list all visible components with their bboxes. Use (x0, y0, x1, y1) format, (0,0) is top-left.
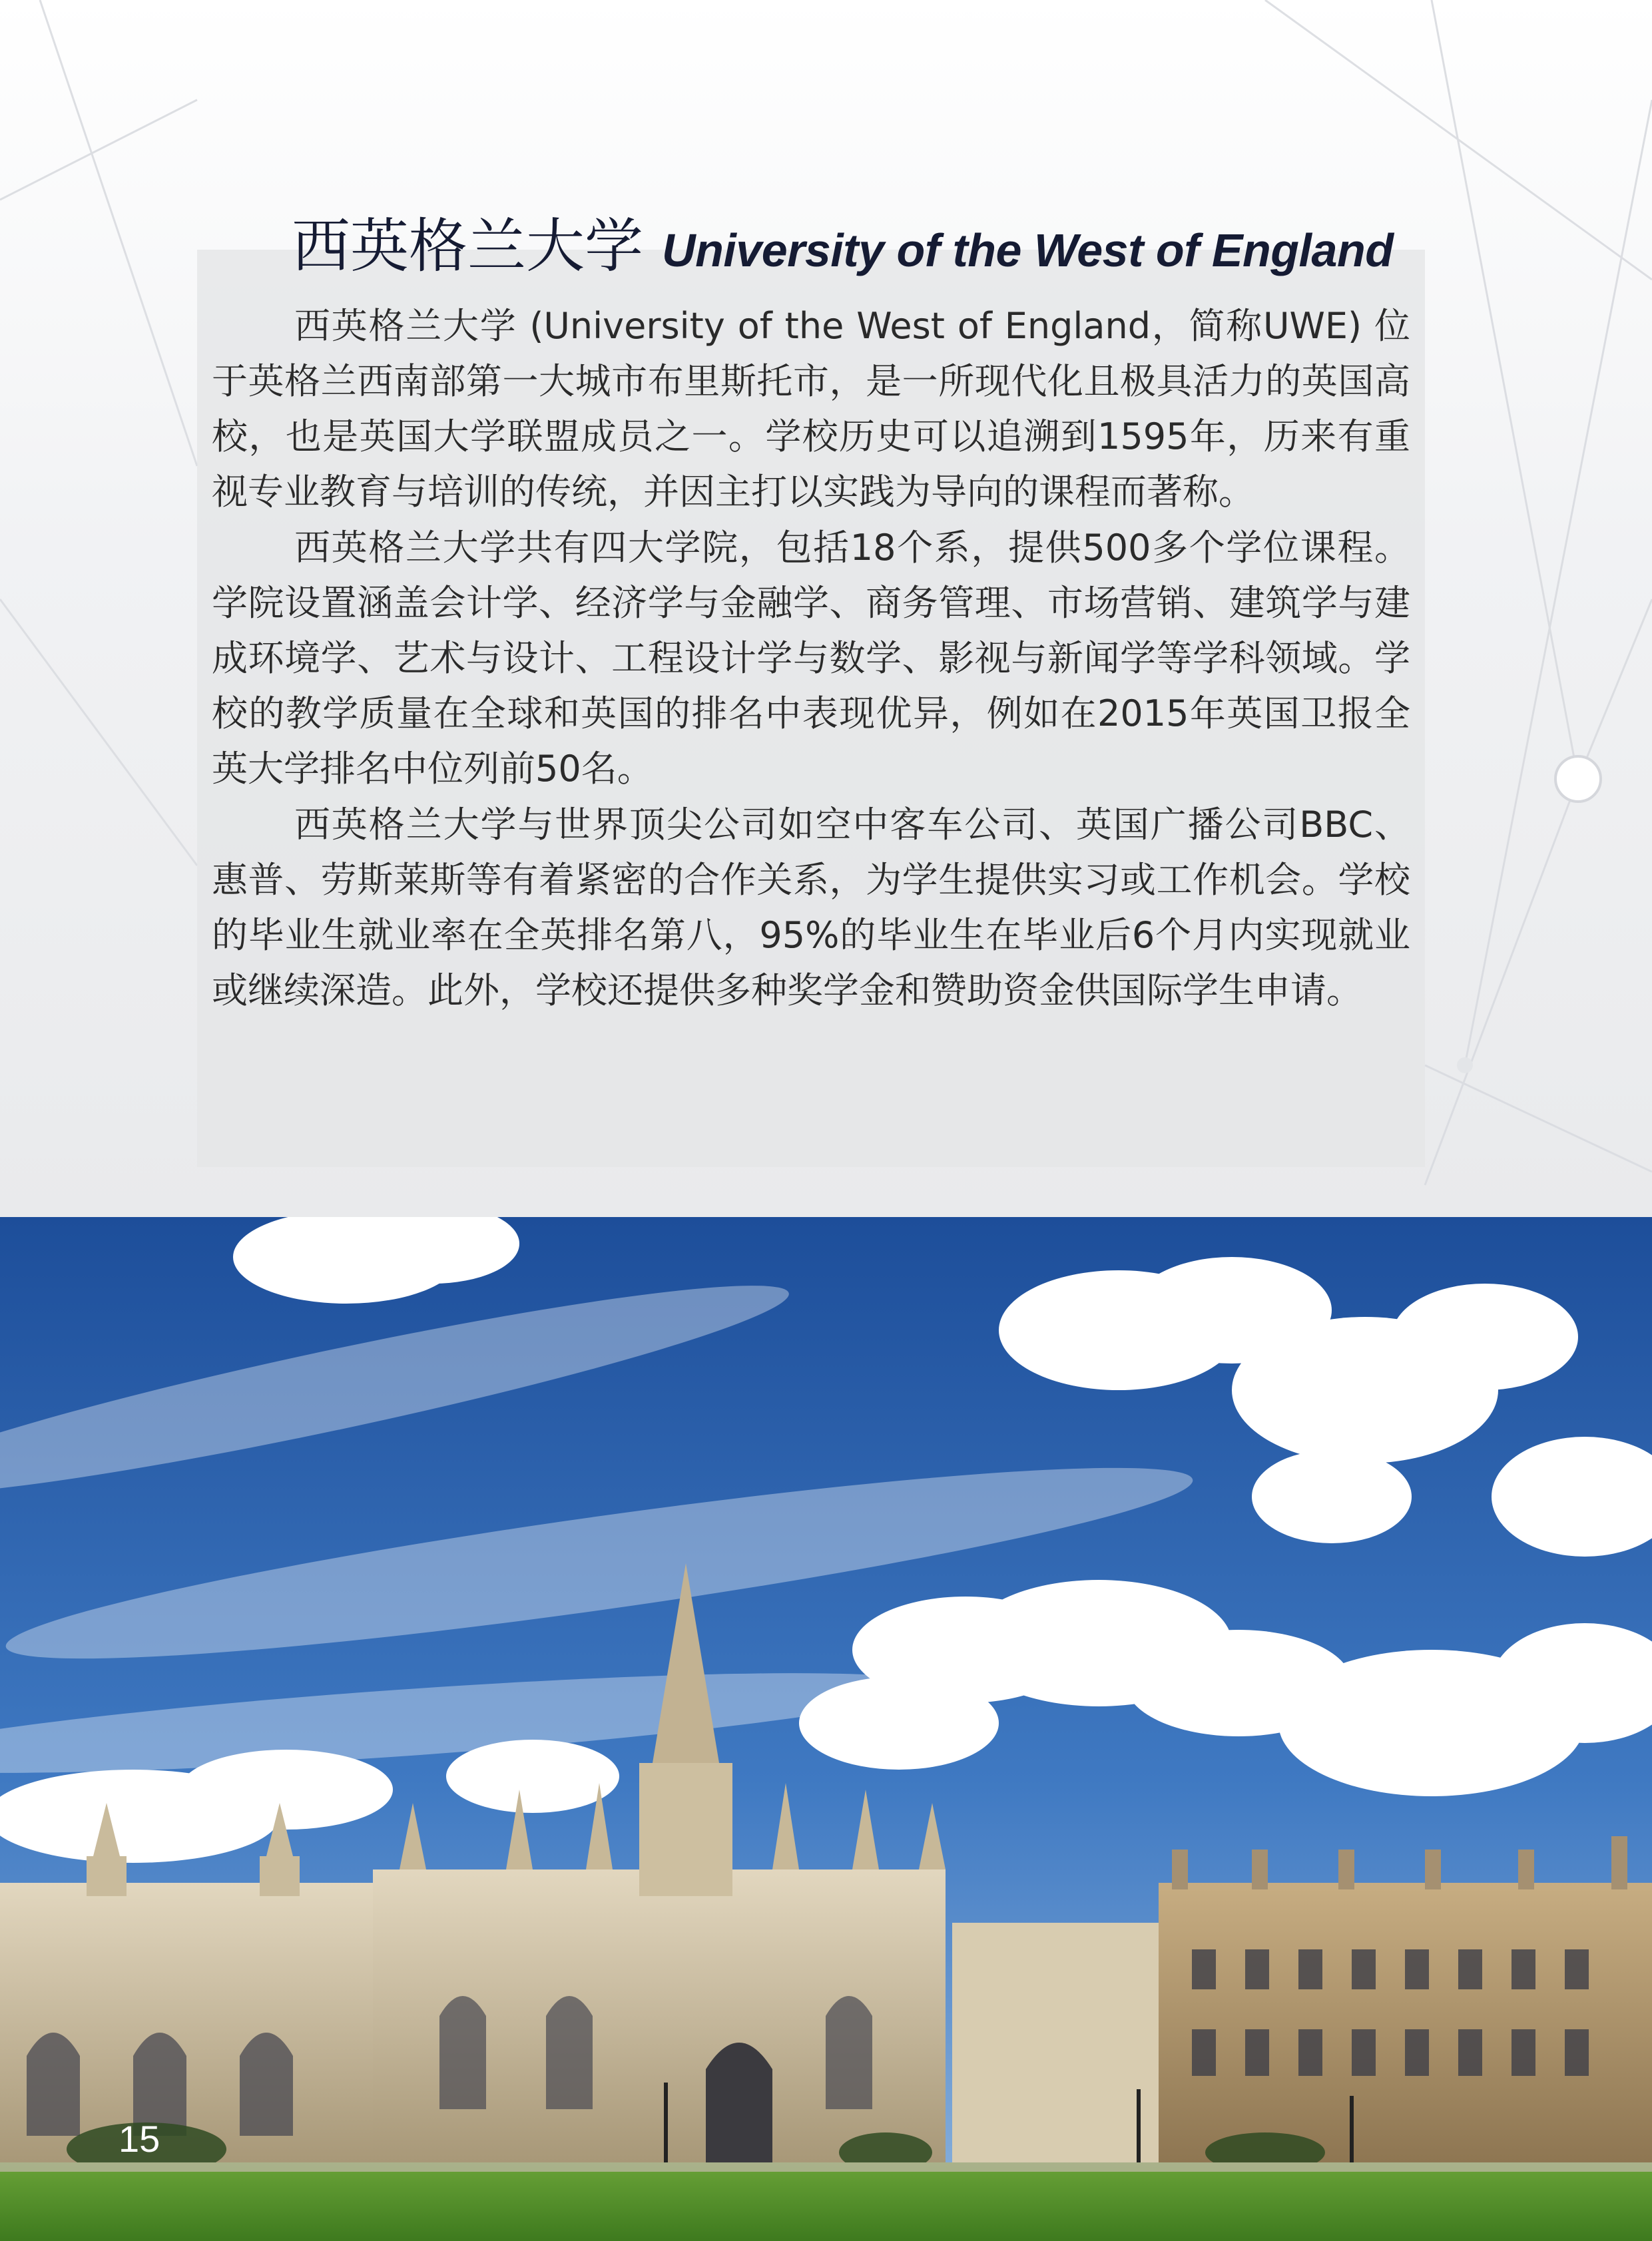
title-chinese: 西英格兰大学 (292, 212, 644, 280)
paragraph-intro: 西英格兰大学 (University of the West of England，简称UWE) 位于英格兰西南部第一大城市布里斯托市，是一所现代化且极具活力的英国高校，也是英国大学联盟成员之一。学校历史可以追溯到1595年，历来有重视专业教育与培训的传统，并因主打以实践为导向的课程而著称。 (212, 305, 1410, 513)
paragraph-employment: 西英格兰大学与世界顶尖公司如空中客车公司、英国广播公司BBC、惠普、劳斯莱斯等有着紧密的合作关系，为学生提供实习或工作机会。学校的毕业生就业率在全英排名第八，95%的毕业生在毕业后6个月内实现就业或继续深造。此外，学校还提供多种奖学金和赞助资金供国际学生申请。 (212, 804, 1410, 1011)
title-english: University of the West of England (662, 224, 1394, 276)
body-text (212, 298, 1410, 1019)
page-title (292, 200, 1597, 293)
paragraph-faculties: 西英格兰大学共有四大学院，包括18个系，提供500多个学位课程。学院设置涵盖会计学、经济学与金融学、商务管理、市场营销、建筑学与建成环境学、艺术与设计、工程设计学与数学、影视与新闻学等学科领域。学校的教学质量在全球和英国的排名中表现优异，例如在2015年英国卫报全英大学排名中位列前50名。 (212, 527, 1410, 790)
campus-photo (0, 1217, 1652, 2241)
page-number: 15 (119, 2118, 160, 2160)
